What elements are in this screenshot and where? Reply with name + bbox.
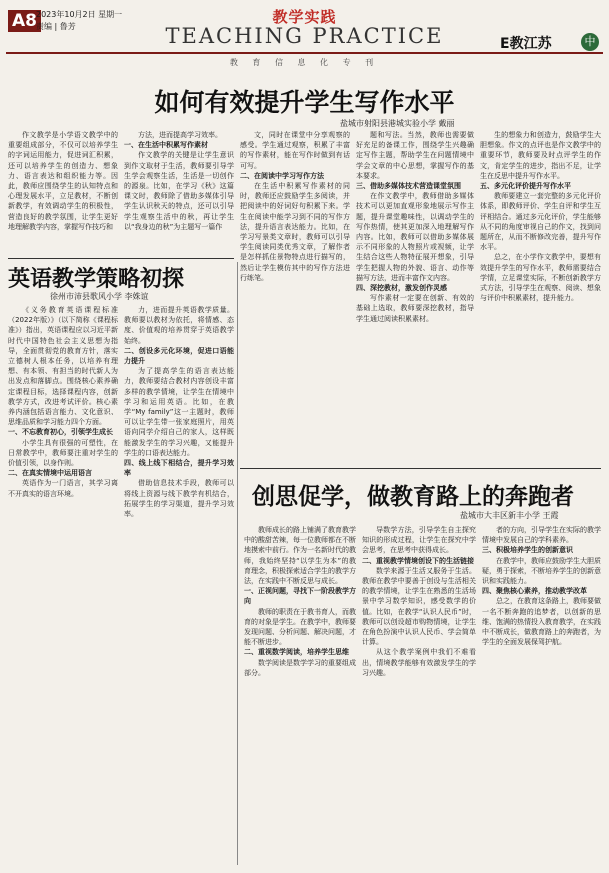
article1-column-4: 题和写法。当然，教师也需要做好充足的备课工作，围绕学生兴趣确定写作主题，帮助学生在问题情境中学会文章的中心思想，掌握写作的基本要求。 三、借助多媒体技术营造课堂氛围 在作文教学中，教师借助多媒体技术可以更加直观形象地展示写作主题，提升课堂趣味性，以调动学生的写作热情，使其更加深入地理解写作内容。比如，教师可以借助多媒体展示不同形象的人物照片或视频，让学生结合这些人物特征展开想象，引导学生把握人物的外貌、语言、动作等描写方法，进而丰富作文内容。 四、深挖教材，激发创作灵感 写作素材一定要在创新、有效的基础上选取，教师要深挖教材，指导学生通过阅读积累素材。: [356, 131, 474, 323]
page-number-label: A8: [8, 10, 41, 32]
article2-column-1: 《义务教育英语课程标准（2022年版）》（以下简称《课程标准》）指出，英语课程应以习近平新时代中国特色社会主义思想为指导，全面贯彻党的教育方针，落实立德树人根本任务，以培养有理想、有本领、有担当的时代新人为出发点和落脚点。围绕核心素养确定课程目标，选择课程内容，创新教学方式，改进考试评价。核心素养内涵包括语言能力、文化意识、思维品质和学习能力四个方面。 一、不忘教育初心，引领学生成长 小学生具有很强的可塑性，在日常教学中，教师要注重对学生的价值引领，以身作则。 二、在真实情境中运用语言 英语作为一门语言，其学习离不开真实的语言环境。: [8, 306, 118, 498]
article2-column-rule: [237, 262, 238, 865]
article3-title: 创思促学，做教育路上的奔跑者: [252, 484, 574, 510]
article3-column-1: 教师成长的路上铺满了教育教学中的酸甜苦辣，每一位教师都在不断地摸索中前行。作为一名新时代的教师，我始终坚持“以学生为本”的教育理念，积极探索适合学生的教学方法，在实践中不断反思与成长。 一、正视问题，寻找下一阶段教学方向 教师的职责在于教书育人，而教育的对象是学生。在教学中，教师要发现问题、分析问题、解决问题，才能不断进步。 二、重视数学阅读，培养学生思维 数学阅读是数学学习的重要组成部分。: [244, 526, 356, 677]
section-title-en: TEACHING PRACTICE: [165, 24, 444, 48]
article3-column-3: 者的方向，引导学生在实际的教学情境中发展自己的学科素养。 三、积极培养学生的创新意识 在教学中，教师应鼓励学生大胆质疑，勇于探索，不断培养学生的创新意识和实践能力。 四、聚焦核心素养，推动教学改革 总之，在教育这条路上，教师要做一名不断奔跑的追梦者，以创新的思维、饱满的热情投入教育教学，在实践中不断成长，做教育路上的奔跑者，为学生的全面发展保驾护航。: [482, 526, 601, 647]
article2-column-2: 力，进而提升英语教学质量。教师要以教材为依托，将情感、态度、价值观的培养贯穿于英语教学始终。 二、创设多元化环境，促进口语能力提升 为了提高学生的语言表达能力，教师要结合教材内容创设丰富多样的教学情境，让学生在情境中学习和运用英语。比如，在教学“My family”这一主题时，教师可以让学生带一张家庭照片，用英语向同学介绍自己的家人，这样既能激发学生的学习兴趣，又能提升学生的口语表达能力。 四、线上线下相结合，提升学习效率 借助信息技术手段，教师可以将线上资源与线下教学有机结合，拓展学生的学习渠道，提升学习效率。: [124, 306, 234, 519]
section-subtitle: 教 育 信 息 化 专 刊: [229, 58, 380, 67]
article1-title: 如何有效提升学生写作水平: [154, 88, 455, 117]
section-title-cn: 教学实践: [272, 8, 337, 26]
logo-mark-icon: 中: [581, 33, 599, 51]
issue-date: 2023年10月2日 星期一: [36, 10, 123, 19]
article1-column-2: 方法，进而提高学习效率。 一、在生活中积累写作素材 作文教学的关键是让学生意识到作文取材于生活，教师要引导学生学会观察生活，生活是一切创作的源泉。比如，在学习《秋》这篇课文时，教师除了借助多媒体引导学生认识秋天的特点，还可以引导学生观察生活中的秋，再让学生以“我身边的秋”为主题写一篇作: [124, 131, 234, 231]
article1-column-3: 文，同时在课堂中分享观察的感受。学生通过观察，积累了丰富的写作素材，能在写作时做到有话可写。 二、在阅读中学习写作方法 在生活中积累写作素材的同时，教师还应鼓励学生多阅读，并把阅读中的好词好句积累下来。学生在阅读中能学习到不同的写作方法，提升语言表达能力。比如，在学习写景类文章时，教师可以引导学生阅读同类优秀文章，了解作者是怎样抓住景物特点进行描写的，然后让学生模仿其中的写作方法进行练笔。: [240, 131, 350, 282]
article2-title: 英语教学策略初探: [8, 267, 185, 292]
article3-byline: 盐城市大丰区新丰小学 王霞: [460, 511, 559, 520]
editor-credit: 责编 | 鲁芳: [36, 22, 76, 31]
article1-byline: 盐城市射阳县港城实验小学 戴丽: [340, 119, 455, 128]
publication-logo: E教江苏: [500, 36, 552, 52]
article1-column-5: 生的想象力和创造力，鼓励学生大胆想象。作文的点评也是作文教学中的重要环节，教师要及时点评学生的作文，肯定学生的进步，指出不足，让学生在反思中提升写作水平。 五、多元化评价提升写作水平 教师要建立一套完整的多元化评价体系，即教师评价、学生自评和学生互评相结合。通过多元化评价，学生能够从不同的角度审视自己的作文，找到问题所在，从而不断修改完善，提升写作水平。 总之，在小学作文教学中，要想有效提升学生的写作水平，教师需要结合学情，立足课堂实际，不断创新教学方式方法，引导学生在观察、阅读、想象与评价中积累素材，提升能力。: [480, 131, 601, 303]
article1-article3-divider: [240, 468, 601, 469]
article1-column-1: 作文教学是小学语文教学中的重要组成部分，不仅可以培养学生的字词运用能力，促进词汇积累，还可以培养学生的创造力、想象力、语言表达和组织能力等。因此，教师应围绕学生的认知特点和心理发展水平，立足教材，不断创新教学，有效调动学生的积极性，营造良好的教学氛围，让学生更好地理解教学内容，掌握写作技巧和: [8, 131, 118, 231]
article1-article2-divider: [8, 258, 234, 259]
article3-column-2: 导数学方法，引导学生自主探究知识的形成过程，让学生在探究中学会思考，在思考中获得成长。 二、重视教学情境创设下的生活链接 数学来源于生活又服务于生活。教师在教学中要善于创设与生活相关的教学情境，让学生在熟悉的生活场景中学习数学知识，感受数学的价值。比如，在教学“认识人民币”时，教师可以创设超市购物情境，让学生在角色扮演中认识人民币、学会简单计算。 从这个教学案例中我们不难看出，情境教学能够有效激发学生的学习兴趣。: [362, 526, 476, 677]
article2-byline: 徐州市沛县歌风小学 李姝谊: [50, 292, 149, 301]
